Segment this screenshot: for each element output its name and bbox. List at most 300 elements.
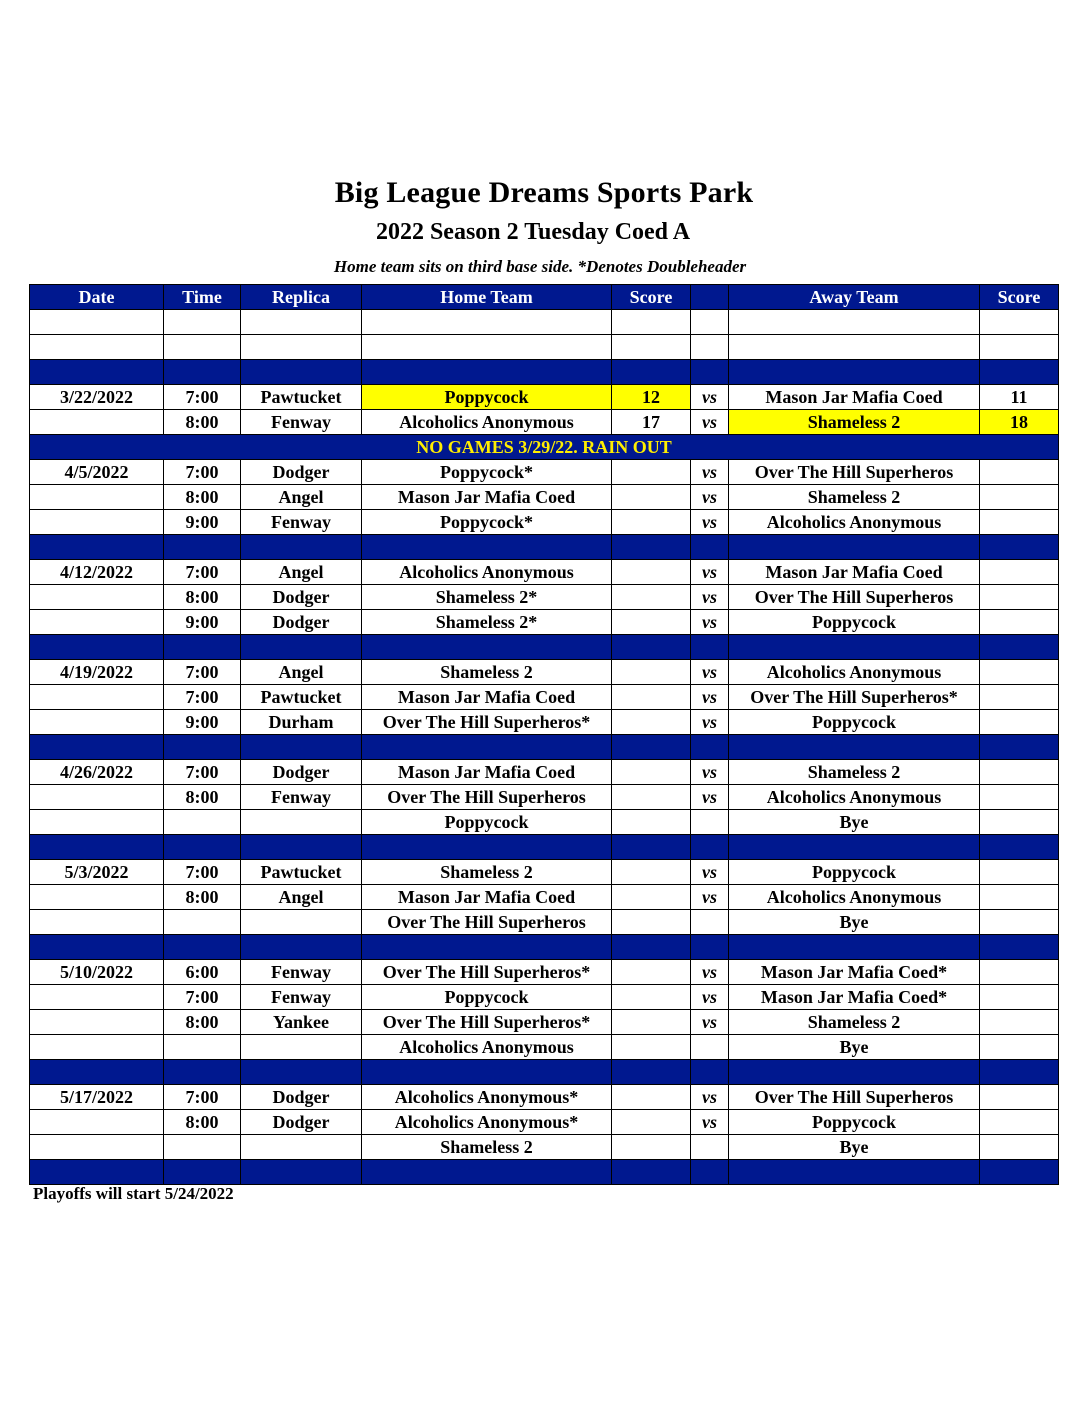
separator-cell: [241, 360, 362, 385]
home-score-cell: [612, 985, 691, 1010]
home-team-cell: Alcoholics Anonymous*: [362, 1110, 612, 1135]
separator-cell: [164, 360, 241, 385]
table-row: [30, 960, 1059, 985]
separator-cell: [164, 1160, 241, 1185]
away-team-cell: Mason Jar Mafia Coed: [729, 385, 980, 410]
home-team-cell: Alcoholics Anonymous: [362, 1035, 612, 1060]
table-row: [30, 560, 1059, 585]
col-header-vs: [691, 285, 729, 310]
separator-cell: [612, 1060, 691, 1085]
separator-cell: [30, 1160, 164, 1185]
date-cell: [30, 885, 164, 910]
away-team-cell: Over The Hill Superheros*: [729, 685, 980, 710]
away-team-cell: Bye: [729, 1035, 980, 1060]
separator-cell: [691, 735, 729, 760]
time-cell: 8:00: [164, 885, 241, 910]
home-score-cell: [612, 910, 691, 935]
separator-cell: [612, 835, 691, 860]
date-cell: 5/3/2022: [30, 860, 164, 885]
col-header-time: Time: [164, 285, 241, 310]
away-score-cell: [980, 1010, 1059, 1035]
date-cell: [30, 410, 164, 435]
replica-cell: Dodger: [241, 610, 362, 635]
time-cell: [164, 1135, 241, 1160]
home-score-cell: [612, 610, 691, 635]
away-team-cell: Mason Jar Mafia Coed: [729, 560, 980, 585]
replica-cell: Yankee: [241, 1010, 362, 1035]
separator-cell: [362, 535, 612, 560]
separator-cell: [164, 1060, 241, 1085]
vs-cell: vs: [691, 1110, 729, 1135]
date-cell: 5/10/2022: [30, 960, 164, 985]
vs-cell: vs: [691, 510, 729, 535]
replica-cell: Dodger: [241, 1085, 362, 1110]
home-score-cell: [612, 510, 691, 535]
schedule-table: [29, 284, 1059, 1185]
separator-cell: [980, 635, 1059, 660]
date-cell: [30, 810, 164, 835]
separator-cell: [612, 735, 691, 760]
replica-cell: [241, 810, 362, 835]
replica-cell: [241, 910, 362, 935]
blank-row: [30, 310, 1059, 335]
replica-cell: Durham: [241, 710, 362, 735]
time-cell: 9:00: [164, 610, 241, 635]
col-header-home-score: Score: [612, 285, 691, 310]
separator-cell: [241, 935, 362, 960]
table-row: [30, 860, 1059, 885]
home-team-cell: Over The Hill Superheros: [362, 785, 612, 810]
time-cell: 7:00: [164, 685, 241, 710]
time-cell: [164, 810, 241, 835]
separator-cell: [691, 635, 729, 660]
away-score-cell: [980, 1135, 1059, 1160]
home-team-cell: Poppycock*: [362, 460, 612, 485]
date-cell: 3/22/2022: [30, 385, 164, 410]
separator-cell: [729, 635, 980, 660]
replica-cell: Fenway: [241, 510, 362, 535]
away-team-cell: Shameless 2: [729, 1010, 980, 1035]
separator-cell: [691, 1060, 729, 1085]
away-score-cell: [980, 1110, 1059, 1135]
table-row: [30, 885, 1059, 910]
separator-cell: [980, 360, 1059, 385]
separator-cell: [362, 1160, 612, 1185]
away-team-cell: Over The Hill Superheros: [729, 585, 980, 610]
replica-cell: Pawtucket: [241, 860, 362, 885]
replica-cell: Pawtucket: [241, 385, 362, 410]
separator-cell: [164, 635, 241, 660]
away-team-cell: Bye: [729, 910, 980, 935]
separator-cell: [30, 535, 164, 560]
away-team-cell: Shameless 2: [729, 760, 980, 785]
separator-cell: [362, 360, 612, 385]
time-cell: 8:00: [164, 1010, 241, 1035]
time-cell: 6:00: [164, 960, 241, 985]
home-score-cell: [612, 1110, 691, 1135]
time-cell: 7:00: [164, 560, 241, 585]
away-score-cell: [980, 560, 1059, 585]
time-cell: 7:00: [164, 985, 241, 1010]
vs-cell: vs: [691, 585, 729, 610]
time-cell: 7:00: [164, 660, 241, 685]
week-separator-row: [30, 535, 1059, 560]
away-score-cell: [980, 960, 1059, 985]
home-score-cell: [612, 1035, 691, 1060]
separator-cell: [729, 735, 980, 760]
week-separator-row: [30, 1060, 1059, 1085]
date-cell: [30, 710, 164, 735]
separator-cell: [241, 635, 362, 660]
replica-cell: Dodger: [241, 460, 362, 485]
away-score-cell: [980, 985, 1059, 1010]
blank-cell: [729, 310, 980, 335]
replica-cell: Fenway: [241, 410, 362, 435]
blank-cell: [241, 310, 362, 335]
separator-cell: [980, 535, 1059, 560]
away-score-cell: [980, 585, 1059, 610]
separator-cell: [691, 835, 729, 860]
table-row: [30, 385, 1059, 410]
home-team-cell: Mason Jar Mafia Coed: [362, 885, 612, 910]
blank-cell: [164, 310, 241, 335]
time-cell: [164, 1035, 241, 1060]
home-score-cell: [612, 860, 691, 885]
date-cell: [30, 1010, 164, 1035]
away-team-cell: Poppycock: [729, 610, 980, 635]
separator-cell: [612, 935, 691, 960]
time-cell: 9:00: [164, 710, 241, 735]
col-header-away-score: Score: [980, 285, 1059, 310]
home-score-cell: [612, 460, 691, 485]
date-cell: [30, 685, 164, 710]
blank-cell: [980, 310, 1059, 335]
away-score-cell: [980, 860, 1059, 885]
separator-cell: [241, 535, 362, 560]
table-row: [30, 1085, 1059, 1110]
separator-cell: [362, 1060, 612, 1085]
time-cell: [164, 910, 241, 935]
home-score-cell: [612, 560, 691, 585]
replica-cell: Angel: [241, 885, 362, 910]
table-row: [30, 785, 1059, 810]
separator-cell: [729, 535, 980, 560]
away-team-cell: Alcoholics Anonymous: [729, 510, 980, 535]
blank-cell: [164, 335, 241, 360]
vs-cell: vs: [691, 785, 729, 810]
away-score-cell: [980, 460, 1059, 485]
week-separator-row: [30, 635, 1059, 660]
home-score-cell: [612, 1085, 691, 1110]
separator-cell: [164, 835, 241, 860]
away-score-cell: [980, 610, 1059, 635]
away-team-cell: Alcoholics Anonymous: [729, 785, 980, 810]
date-cell: [30, 510, 164, 535]
home-team-cell: Poppycock: [362, 385, 612, 410]
home-team-cell: Over The Hill Superheros*: [362, 960, 612, 985]
away-score-cell: 18: [980, 410, 1059, 435]
replica-cell: Fenway: [241, 960, 362, 985]
separator-cell: [241, 1160, 362, 1185]
separator-cell: [241, 735, 362, 760]
home-team-cell: Poppycock: [362, 810, 612, 835]
away-score-cell: [980, 485, 1059, 510]
time-cell: 7:00: [164, 1085, 241, 1110]
home-team-cell: Mason Jar Mafia Coed: [362, 760, 612, 785]
separator-cell: [729, 935, 980, 960]
separator-cell: [980, 1160, 1059, 1185]
blank-cell: [362, 335, 612, 360]
separator-cell: [691, 1160, 729, 1185]
separator-cell: [241, 835, 362, 860]
away-team-cell: Mason Jar Mafia Coed*: [729, 960, 980, 985]
separator-cell: [612, 360, 691, 385]
table-row: [30, 685, 1059, 710]
away-team-cell: Shameless 2: [729, 410, 980, 435]
home-team-cell: Alcoholics Anonymous: [362, 560, 612, 585]
table-row: [30, 810, 1059, 835]
separator-cell: [30, 735, 164, 760]
home-team-cell: Over The Hill Superheros: [362, 910, 612, 935]
separator-cell: [729, 1160, 980, 1185]
date-cell: 5/17/2022: [30, 1085, 164, 1110]
vs-cell: vs: [691, 710, 729, 735]
replica-cell: [241, 1135, 362, 1160]
date-cell: [30, 985, 164, 1010]
home-team-cell: Alcoholics Anonymous*: [362, 1085, 612, 1110]
vs-cell: vs: [691, 460, 729, 485]
separator-cell: [691, 535, 729, 560]
home-score-cell: [612, 485, 691, 510]
time-cell: 7:00: [164, 460, 241, 485]
away-score-cell: [980, 1085, 1059, 1110]
separator-cell: [362, 935, 612, 960]
table-row: [30, 1135, 1059, 1160]
replica-cell: [241, 1035, 362, 1060]
week-separator-row: [30, 1160, 1059, 1185]
replica-cell: Fenway: [241, 785, 362, 810]
away-team-cell: Poppycock: [729, 710, 980, 735]
away-team-cell: Alcoholics Anonymous: [729, 660, 980, 685]
replica-cell: Angel: [241, 560, 362, 585]
date-cell: [30, 1110, 164, 1135]
replica-cell: Pawtucket: [241, 685, 362, 710]
away-score-cell: [980, 885, 1059, 910]
col-header-away-team: Away Team: [729, 285, 980, 310]
time-cell: 8:00: [164, 410, 241, 435]
time-cell: 8:00: [164, 1110, 241, 1135]
separator-cell: [30, 935, 164, 960]
playoffs-note: Playoffs will start 5/24/2022: [33, 1184, 234, 1203]
separator-cell: [980, 935, 1059, 960]
vs-cell: vs: [691, 410, 729, 435]
away-team-cell: Bye: [729, 1135, 980, 1160]
col-header-date: Date: [30, 285, 164, 310]
table-row: [30, 585, 1059, 610]
vs-cell: vs: [691, 885, 729, 910]
table-row: [30, 910, 1059, 935]
separator-cell: [164, 935, 241, 960]
blank-cell: [30, 335, 164, 360]
separator-cell: [30, 1060, 164, 1085]
home-team-cell: Alcoholics Anonymous: [362, 410, 612, 435]
home-score-cell: [612, 810, 691, 835]
blank-cell: [241, 335, 362, 360]
col-header-replica: Replica: [241, 285, 362, 310]
date-cell: [30, 1135, 164, 1160]
vs-cell: vs: [691, 685, 729, 710]
table-row: [30, 1110, 1059, 1135]
time-cell: 8:00: [164, 785, 241, 810]
blank-cell: [612, 335, 691, 360]
separator-cell: [980, 735, 1059, 760]
home-score-cell: [612, 785, 691, 810]
separator-cell: [30, 835, 164, 860]
separator-cell: [691, 360, 729, 385]
home-team-cell: Poppycock: [362, 985, 612, 1010]
time-cell: 9:00: [164, 510, 241, 535]
table-row: [30, 460, 1059, 485]
separator-cell: [612, 535, 691, 560]
week-separator-row: [30, 360, 1059, 385]
vs-cell: [691, 1035, 729, 1060]
separator-cell: [980, 1060, 1059, 1085]
time-cell: 8:00: [164, 585, 241, 610]
date-cell: [30, 910, 164, 935]
table-header-row: [30, 285, 1059, 310]
separator-cell: [729, 835, 980, 860]
table-row: [30, 485, 1059, 510]
time-cell: 7:00: [164, 385, 241, 410]
home-score-cell: [612, 710, 691, 735]
time-cell: 7:00: [164, 860, 241, 885]
date-cell: [30, 610, 164, 635]
away-score-cell: [980, 1035, 1059, 1060]
away-score-cell: [980, 710, 1059, 735]
home-team-cell: Mason Jar Mafia Coed: [362, 485, 612, 510]
away-team-cell: Over The Hill Superheros: [729, 1085, 980, 1110]
replica-cell: Dodger: [241, 585, 362, 610]
vs-cell: vs: [691, 385, 729, 410]
away-score-cell: [980, 685, 1059, 710]
separator-cell: [241, 1060, 362, 1085]
date-cell: [30, 485, 164, 510]
table-row: [30, 1035, 1059, 1060]
home-score-cell: 12: [612, 385, 691, 410]
doubleheader-note: Home team sits on third base side. *Denotes Doubleheader: [333, 257, 747, 276]
separator-cell: [362, 635, 612, 660]
separator-cell: [30, 360, 164, 385]
week-separator-row: [30, 735, 1059, 760]
vs-cell: [691, 1135, 729, 1160]
vs-cell: vs: [691, 1085, 729, 1110]
time-cell: 8:00: [164, 485, 241, 510]
vs-cell: vs: [691, 760, 729, 785]
home-score-cell: 17: [612, 410, 691, 435]
date-cell: 4/5/2022: [30, 460, 164, 485]
page-title: Big League Dreams Sports Park: [334, 176, 754, 209]
col-header-home-team: Home Team: [362, 285, 612, 310]
away-team-cell: Bye: [729, 810, 980, 835]
blank-cell: [729, 335, 980, 360]
away-score-cell: [980, 760, 1059, 785]
schedule-body: [30, 310, 1059, 1185]
date-cell: 4/19/2022: [30, 660, 164, 685]
home-score-cell: [612, 585, 691, 610]
home-score-cell: [612, 1135, 691, 1160]
away-team-cell: Over The Hill Superheros: [729, 460, 980, 485]
replica-cell: Angel: [241, 660, 362, 685]
separator-cell: [691, 935, 729, 960]
blank-cell: [691, 335, 729, 360]
home-score-cell: [612, 660, 691, 685]
home-score-cell: [612, 1010, 691, 1035]
vs-cell: vs: [691, 660, 729, 685]
away-score-cell: [980, 810, 1059, 835]
date-cell: [30, 585, 164, 610]
replica-cell: Angel: [241, 485, 362, 510]
separator-cell: [164, 735, 241, 760]
vs-cell: vs: [691, 485, 729, 510]
time-cell: 7:00: [164, 760, 241, 785]
vs-cell: vs: [691, 1010, 729, 1035]
home-score-cell: [612, 960, 691, 985]
separator-cell: [980, 835, 1059, 860]
blank-row: [30, 335, 1059, 360]
table-row: [30, 985, 1059, 1010]
separator-cell: [729, 360, 980, 385]
date-cell: 4/26/2022: [30, 760, 164, 785]
table-row: [30, 510, 1059, 535]
home-score-cell: [612, 760, 691, 785]
rainout-notice-row: [30, 435, 1059, 460]
away-score-cell: [980, 910, 1059, 935]
away-team-cell: Poppycock: [729, 860, 980, 885]
blank-cell: [980, 335, 1059, 360]
table-row: [30, 1010, 1059, 1035]
away-score-cell: 11: [980, 385, 1059, 410]
away-team-cell: Shameless 2: [729, 485, 980, 510]
away-team-cell: Alcoholics Anonymous: [729, 885, 980, 910]
away-score-cell: [980, 510, 1059, 535]
table-row: [30, 610, 1059, 635]
table-row: [30, 710, 1059, 735]
away-team-cell: Mason Jar Mafia Coed*: [729, 985, 980, 1010]
home-team-cell: Shameless 2: [362, 660, 612, 685]
week-separator-row: [30, 935, 1059, 960]
home-team-cell: Poppycock*: [362, 510, 612, 535]
separator-cell: [612, 635, 691, 660]
page-subtitle: 2022 Season 2 Tuesday Coed A: [375, 219, 691, 245]
blank-cell: [362, 310, 612, 335]
separator-cell: [164, 535, 241, 560]
separator-cell: [362, 835, 612, 860]
home-score-cell: [612, 685, 691, 710]
vs-cell: vs: [691, 560, 729, 585]
away-team-cell: Poppycock: [729, 1110, 980, 1135]
replica-cell: Fenway: [241, 985, 362, 1010]
table-row: [30, 760, 1059, 785]
blank-cell: [612, 310, 691, 335]
home-team-cell: Shameless 2*: [362, 585, 612, 610]
home-team-cell: Mason Jar Mafia Coed: [362, 685, 612, 710]
vs-cell: [691, 810, 729, 835]
separator-cell: [362, 735, 612, 760]
vs-cell: [691, 910, 729, 935]
separator-cell: [729, 1060, 980, 1085]
date-cell: [30, 1035, 164, 1060]
vs-cell: vs: [691, 860, 729, 885]
